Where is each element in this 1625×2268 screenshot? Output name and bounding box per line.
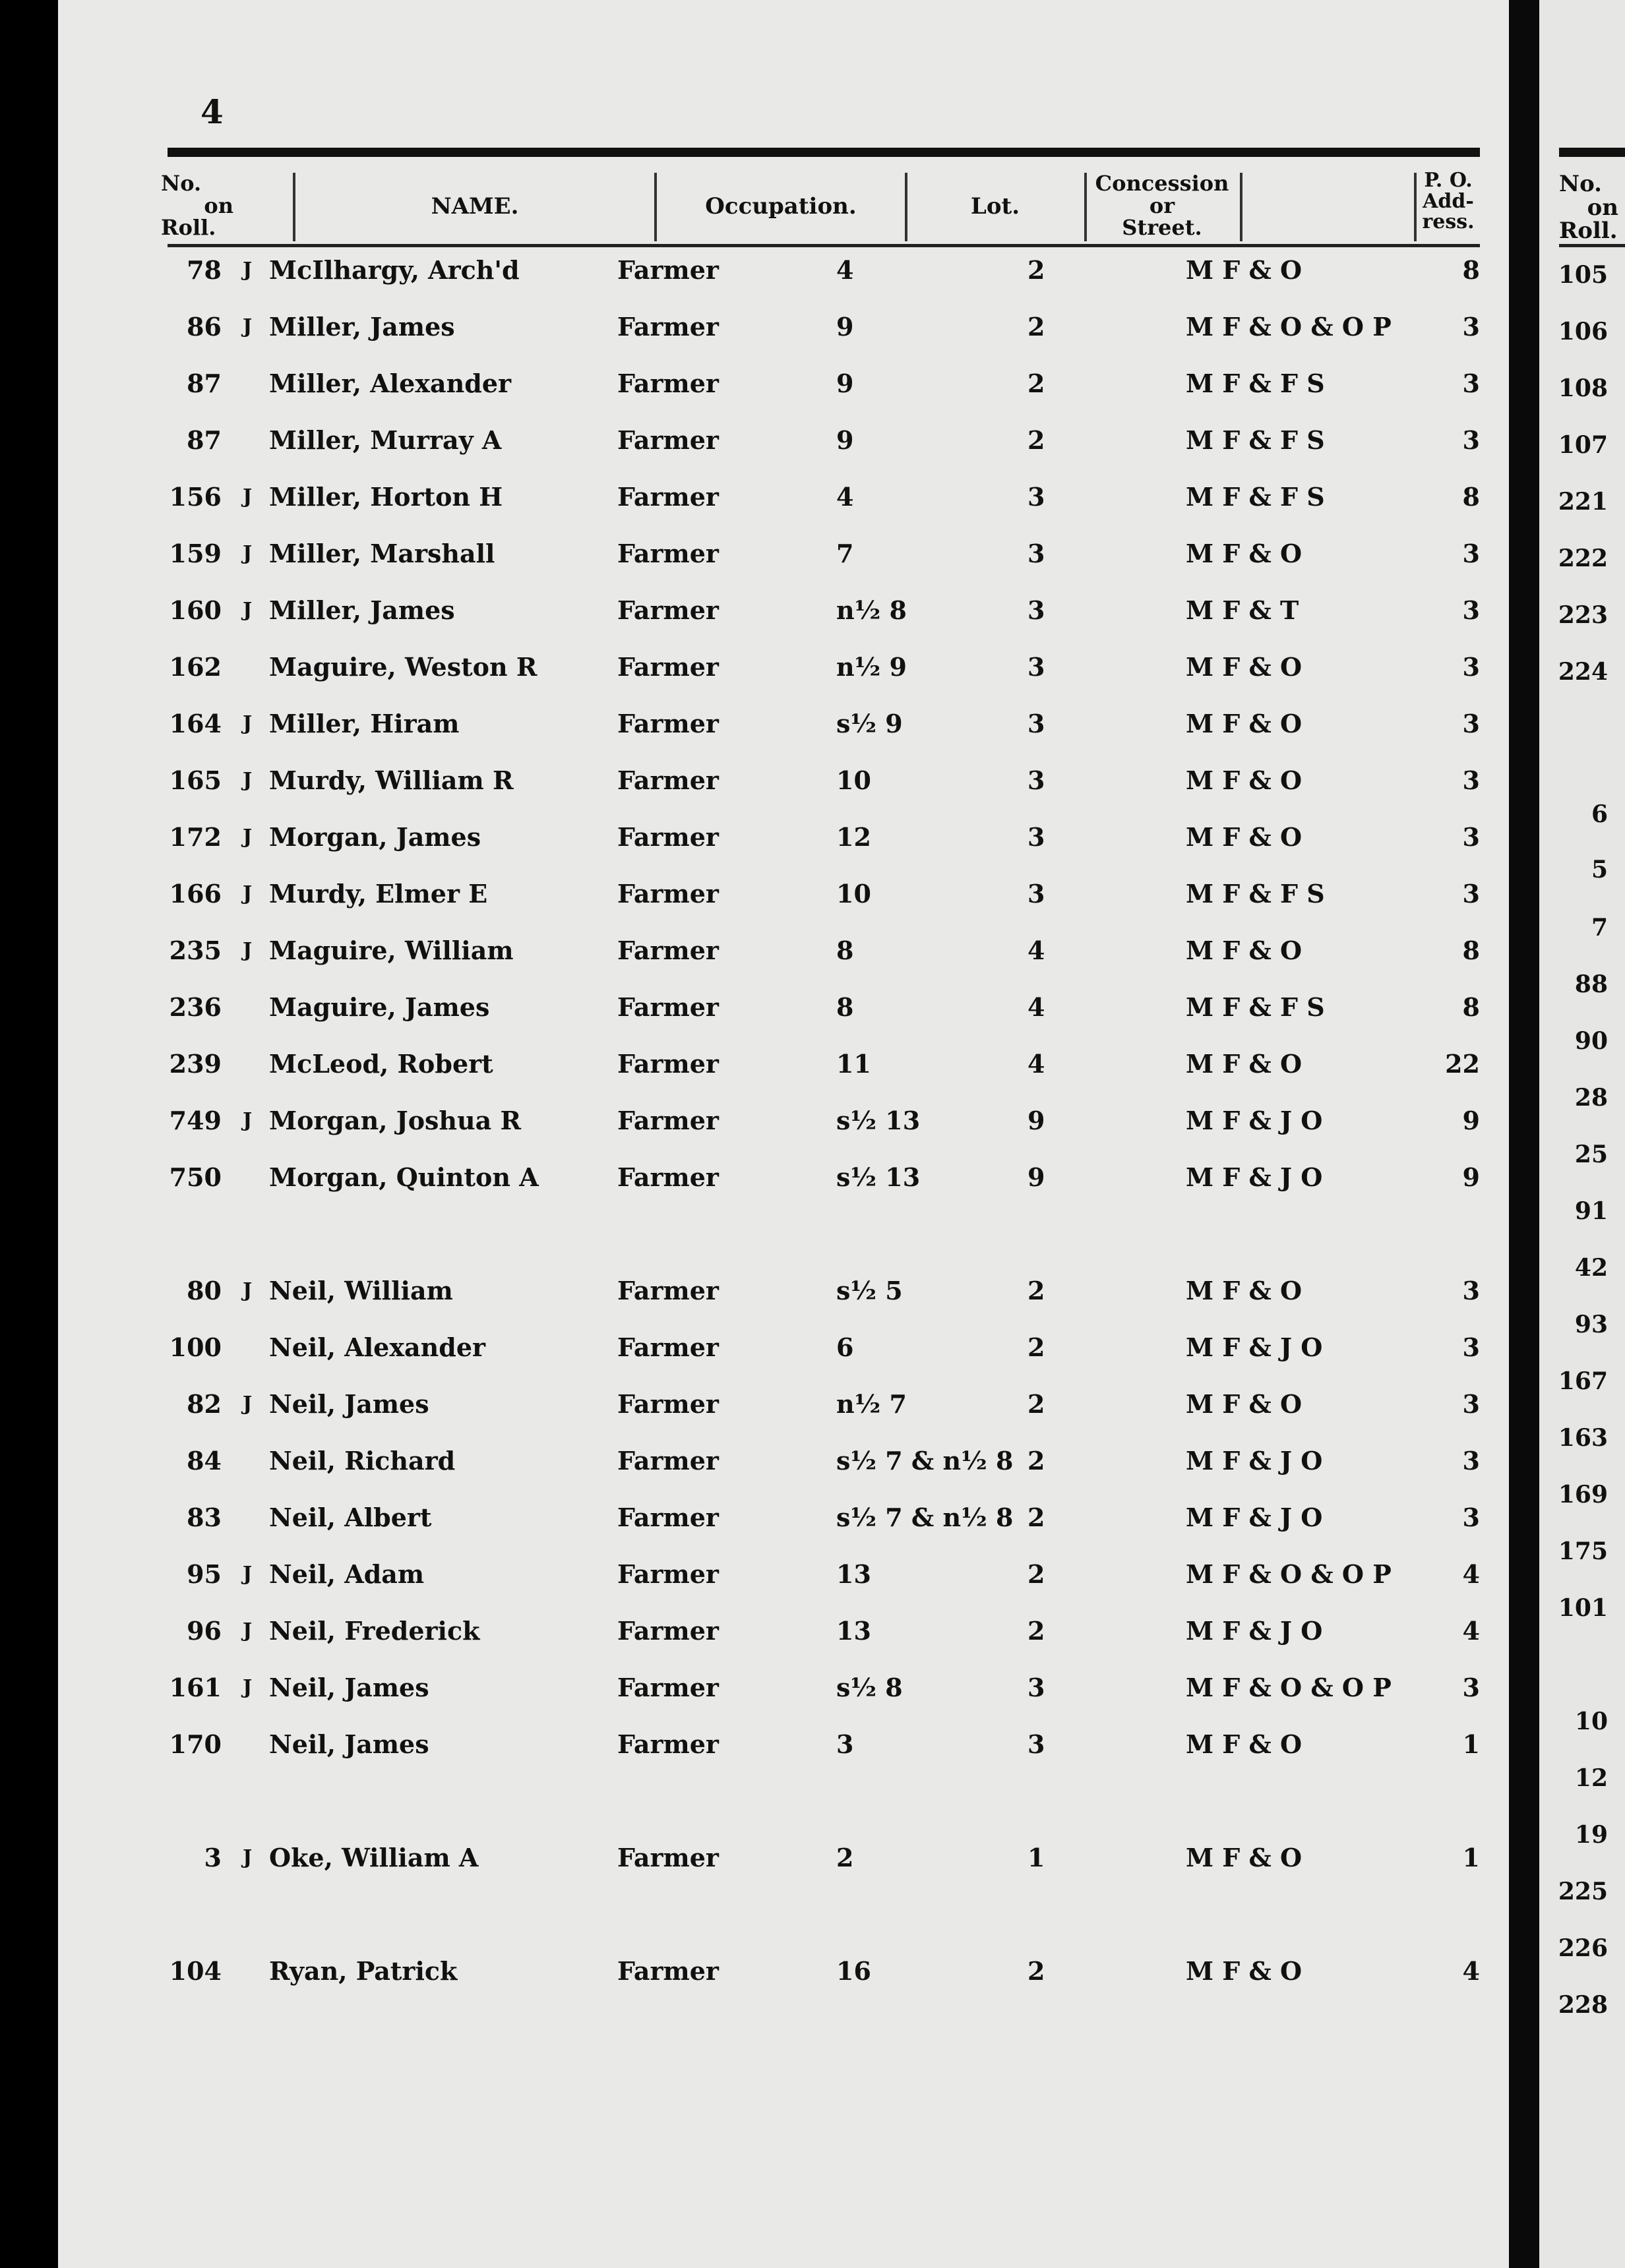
- concession-number: 3: [1027, 1729, 1045, 1759]
- facing-roll-number: 222: [1558, 545, 1608, 572]
- occupation: Farmer: [617, 1956, 719, 1986]
- table-row: [58, 931, 1509, 970]
- street-code: M F & O: [1186, 1729, 1303, 1759]
- lot-number: s½ 8: [836, 1673, 903, 1702]
- table-row: [58, 1328, 1509, 1367]
- juror-mark: J: [243, 939, 253, 962]
- header-name: NAME.: [431, 193, 519, 220]
- lot-number: s½ 7 & n½ 8: [836, 1503, 1014, 1532]
- resident-name: Neil, Adam: [269, 1559, 425, 1589]
- po-address: 3: [1462, 539, 1480, 568]
- roll-number: 749: [169, 1106, 222, 1135]
- occupation: Farmer: [617, 1729, 719, 1759]
- lot-number: n½ 7: [836, 1389, 907, 1419]
- roll-number: 236: [169, 992, 222, 1022]
- facing-roll-number: 108: [1558, 374, 1608, 402]
- concession-number: 9: [1027, 1162, 1045, 1192]
- facing-roll-number: 12: [1574, 1764, 1608, 1792]
- roll-number: 84: [187, 1446, 222, 1476]
- facing-header-bottom-rule: [1559, 244, 1625, 247]
- roll-number: 80: [187, 1276, 222, 1305]
- roll-number: 86: [187, 312, 222, 342]
- lot-number: 10: [836, 765, 871, 795]
- facing-header-no-on-roll: No. on Roll.: [1559, 171, 1618, 245]
- po-address: 4: [1462, 1956, 1480, 1986]
- occupation: Farmer: [617, 595, 719, 625]
- concession-number: 2: [1027, 255, 1045, 285]
- lot-number: 4: [836, 482, 854, 512]
- table-row: [58, 1101, 1509, 1141]
- roll-number: 156: [169, 482, 222, 512]
- po-address: 8: [1462, 482, 1480, 512]
- resident-name: Murdy, Elmer E: [269, 879, 488, 909]
- roll-number: 100: [169, 1332, 222, 1362]
- concession-number: 3: [1027, 1673, 1045, 1702]
- roll-number: 83: [187, 1503, 222, 1532]
- resident-name: Oke, William A: [269, 1843, 479, 1872]
- roll-number: 235: [169, 936, 222, 965]
- street-code: M F & J O: [1186, 1503, 1323, 1532]
- roll-number: 87: [187, 369, 222, 398]
- facing-roll-number: 6: [1591, 800, 1608, 828]
- roll-number: 161: [169, 1673, 222, 1702]
- table-row: [58, 874, 1509, 914]
- resident-name: Morgan, Joshua R: [269, 1106, 522, 1135]
- lot-number: s½ 13: [836, 1162, 921, 1192]
- roll-number: 160: [169, 595, 222, 625]
- po-address: 3: [1462, 312, 1480, 342]
- facing-roll-number: 167: [1558, 1367, 1608, 1395]
- street-code: M F & J O: [1186, 1616, 1323, 1646]
- juror-mark: J: [243, 882, 253, 905]
- resident-name: Neil, James: [269, 1673, 429, 1702]
- header-occupation: Occupation.: [705, 193, 857, 220]
- facing-roll-number: 10: [1574, 1708, 1608, 1735]
- table-row: [58, 591, 1509, 630]
- street-code: M F & F S: [1186, 369, 1325, 398]
- lot-number: s½ 7 & n½ 8: [836, 1446, 1014, 1476]
- roll-number: 95: [187, 1559, 222, 1589]
- concession-number: 3: [1027, 822, 1045, 852]
- facing-roll-number: 19: [1574, 1821, 1608, 1849]
- resident-name: Miller, Alexander: [269, 369, 512, 398]
- po-address: 3: [1462, 1446, 1480, 1476]
- concession-number: 2: [1027, 1389, 1045, 1419]
- roll-number: 159: [169, 539, 222, 568]
- concession-number: 2: [1027, 369, 1045, 398]
- occupation: Farmer: [617, 1559, 719, 1589]
- street-code: M F & O & O P: [1186, 1559, 1392, 1589]
- occupation: Farmer: [617, 652, 719, 682]
- street-code: M F & O: [1186, 1276, 1303, 1305]
- po-address: 9: [1462, 1162, 1480, 1192]
- lot-number: 2: [836, 1843, 854, 1872]
- resident-name: Ryan, Patrick: [269, 1956, 458, 1986]
- juror-mark: J: [243, 542, 253, 565]
- concession-number: 9: [1027, 1106, 1045, 1135]
- table-row: [58, 1952, 1509, 1991]
- resident-name: Neil, Richard: [269, 1446, 456, 1476]
- resident-name: Neil, Frederick: [269, 1616, 480, 1646]
- po-address: 4: [1462, 1559, 1480, 1589]
- juror-mark: J: [243, 315, 253, 338]
- street-code: M F & O: [1186, 1049, 1303, 1079]
- roll-number: 170: [169, 1729, 222, 1759]
- po-address: 1: [1462, 1843, 1480, 1872]
- table-row: [58, 1838, 1509, 1878]
- concession-number: 3: [1027, 879, 1045, 909]
- facing-header-top-rule: [1559, 148, 1625, 157]
- resident-name: Miller, Hiram: [269, 709, 460, 738]
- facing-roll-number: 226: [1558, 1934, 1608, 1962]
- po-address: 9: [1462, 1106, 1480, 1135]
- lot-number: 13: [836, 1616, 871, 1646]
- po-address: 3: [1462, 822, 1480, 852]
- juror-mark: J: [243, 1619, 253, 1642]
- occupation: Farmer: [617, 1276, 719, 1305]
- header-po-address: P. O. Add- ress.: [1422, 169, 1475, 233]
- facing-roll-number: 223: [1558, 601, 1608, 629]
- po-address: 3: [1462, 1673, 1480, 1702]
- lot-number: 6: [836, 1332, 854, 1362]
- roll-number: 87: [187, 425, 222, 455]
- facing-roll-number: 90: [1574, 1027, 1608, 1055]
- occupation: Farmer: [617, 312, 719, 342]
- roll-number: 166: [169, 879, 222, 909]
- street-code: M F & O: [1186, 709, 1303, 738]
- resident-name: Maguire, Weston R: [269, 652, 537, 682]
- table-row: [58, 421, 1509, 460]
- table-row: [58, 1158, 1509, 1197]
- roll-number: 3: [204, 1843, 222, 1872]
- occupation: Farmer: [617, 425, 719, 455]
- juror-mark: J: [243, 1676, 253, 1699]
- concession-number: 2: [1027, 1332, 1045, 1362]
- po-address: 22: [1445, 1049, 1480, 1079]
- table-row: [58, 1725, 1509, 1764]
- facing-roll-number: 175: [1558, 1537, 1608, 1565]
- resident-name: Maguire, William: [269, 936, 514, 965]
- facing-roll-number: 225: [1558, 1878, 1608, 1905]
- occupation: Farmer: [617, 992, 719, 1022]
- facing-roll-number: 163: [1558, 1424, 1608, 1452]
- table-row: [58, 1668, 1509, 1708]
- concession-number: 2: [1027, 1559, 1045, 1589]
- register-page: [58, 0, 1509, 2268]
- street-code: M F & O: [1186, 765, 1303, 795]
- street-code: M F & J O: [1186, 1106, 1323, 1135]
- lot-number: 8: [836, 936, 854, 965]
- street-code: M F & O & O P: [1186, 1673, 1392, 1702]
- facing-roll-number: 5: [1591, 856, 1608, 883]
- concession-number: 4: [1027, 936, 1045, 965]
- resident-name: McIlhargy, Arch'd: [269, 255, 520, 285]
- occupation: Farmer: [617, 1843, 719, 1872]
- table-row: [58, 647, 1509, 687]
- street-code: M F & O: [1186, 1843, 1303, 1872]
- street-code: M F & J O: [1186, 1446, 1323, 1476]
- po-address: 3: [1462, 1332, 1480, 1362]
- roll-number: 96: [187, 1616, 222, 1646]
- concession-number: 2: [1027, 312, 1045, 342]
- table-row: [58, 761, 1509, 800]
- roll-number: 165: [169, 765, 222, 795]
- occupation: Farmer: [617, 709, 719, 738]
- lot-number: 9: [836, 425, 854, 455]
- facing-roll-number: 101: [1558, 1594, 1608, 1622]
- street-code: M F & O: [1186, 652, 1303, 682]
- lot-number: 3: [836, 1729, 854, 1759]
- facing-roll-number: 7: [1591, 914, 1608, 941]
- street-code: M F & O: [1186, 539, 1303, 568]
- po-address: 3: [1462, 425, 1480, 455]
- juror-mark: J: [243, 712, 253, 735]
- roll-number: 78: [187, 255, 222, 285]
- occupation: Farmer: [617, 1673, 719, 1702]
- roll-number: 172: [169, 822, 222, 852]
- table-row: [58, 1555, 1509, 1594]
- facing-roll-number: 88: [1574, 970, 1608, 998]
- resident-name: Miller, James: [269, 595, 455, 625]
- table-row: [58, 1044, 1509, 1084]
- lot-number: 11: [836, 1049, 871, 1079]
- roll-number: 104: [169, 1956, 222, 1986]
- lot-number: 16: [836, 1956, 871, 1986]
- juror-mark: J: [243, 1392, 253, 1416]
- table-row: [58, 1611, 1509, 1651]
- street-code: M F & O: [1186, 1389, 1303, 1419]
- lot-number: n½ 9: [836, 652, 907, 682]
- street-code: M F & F S: [1186, 992, 1325, 1022]
- po-address: 1: [1462, 1729, 1480, 1759]
- juror-mark: J: [243, 769, 253, 792]
- concession-number: 2: [1027, 1276, 1045, 1305]
- occupation: Farmer: [617, 1616, 719, 1646]
- po-address: 4: [1462, 1616, 1480, 1646]
- facing-page-strip: [1539, 0, 1625, 2268]
- facing-roll-number: 224: [1558, 658, 1608, 686]
- street-code: M F & J O: [1186, 1332, 1323, 1362]
- resident-name: Neil, Alexander: [269, 1332, 486, 1362]
- table-row: [58, 364, 1509, 403]
- concession-number: 2: [1027, 1956, 1045, 1986]
- lot-number: 9: [836, 369, 854, 398]
- table-row: [58, 988, 1509, 1027]
- occupation: Farmer: [617, 1049, 719, 1079]
- po-address: 8: [1462, 255, 1480, 285]
- street-code: M F & T: [1186, 595, 1299, 625]
- po-address: 3: [1462, 652, 1480, 682]
- resident-name: Neil, James: [269, 1389, 429, 1419]
- page-number: 4: [200, 92, 224, 131]
- juror-mark: J: [243, 1563, 253, 1586]
- concession-number: 3: [1027, 595, 1045, 625]
- resident-name: Miller, Murray A: [269, 425, 502, 455]
- lot-number: 10: [836, 879, 871, 909]
- juror-mark: J: [243, 599, 253, 622]
- facing-roll-number: 169: [1558, 1481, 1608, 1508]
- lot-number: 13: [836, 1559, 871, 1589]
- header-lot: Lot.: [970, 193, 1020, 220]
- register-rows: [58, 0, 1509, 2268]
- roll-number: 162: [169, 652, 222, 682]
- roll-number: 750: [169, 1162, 222, 1192]
- resident-name: Neil, Albert: [269, 1503, 432, 1532]
- concession-number: 1: [1027, 1843, 1045, 1872]
- concession-number: 2: [1027, 1503, 1045, 1532]
- table-row: [58, 307, 1509, 347]
- table-row: [58, 251, 1509, 290]
- juror-mark: J: [243, 1279, 253, 1302]
- facing-roll-number: 25: [1574, 1141, 1608, 1168]
- occupation: Farmer: [617, 1446, 719, 1476]
- concession-number: 2: [1027, 1446, 1045, 1476]
- occupation: Farmer: [617, 539, 719, 568]
- roll-number: 239: [169, 1049, 222, 1079]
- table-row: [58, 1385, 1509, 1424]
- lot-number: 9: [836, 312, 854, 342]
- po-address: 3: [1462, 709, 1480, 738]
- concession-number: 4: [1027, 992, 1045, 1022]
- po-address: 3: [1462, 765, 1480, 795]
- facing-roll-number: 93: [1574, 1311, 1608, 1338]
- concession-number: 3: [1027, 652, 1045, 682]
- occupation: Farmer: [617, 822, 719, 852]
- table-row: [58, 1271, 1509, 1311]
- concession-number: 3: [1027, 482, 1045, 512]
- table-row: [58, 1498, 1509, 1537]
- po-address: 3: [1462, 1389, 1480, 1419]
- occupation: Farmer: [617, 1389, 719, 1419]
- po-address: 3: [1462, 1503, 1480, 1532]
- resident-name: Neil, William: [269, 1276, 453, 1305]
- facing-roll-number: 28: [1574, 1084, 1608, 1112]
- roll-number: 164: [169, 709, 222, 738]
- concession-number: 3: [1027, 709, 1045, 738]
- facing-roll-number: 228: [1558, 1991, 1608, 2019]
- occupation: Farmer: [617, 879, 719, 909]
- table-row: [58, 477, 1509, 517]
- header-no-on-roll: No. on Roll.: [161, 171, 233, 241]
- po-address: 8: [1462, 936, 1480, 965]
- roll-number: 82: [187, 1389, 222, 1419]
- street-code: M F & O: [1186, 1956, 1303, 1986]
- facing-roll-number: 107: [1558, 431, 1608, 459]
- facing-roll-number: 105: [1558, 261, 1608, 289]
- concession-number: 3: [1027, 539, 1045, 568]
- juror-mark: J: [243, 258, 253, 282]
- facing-roll-number: 42: [1574, 1254, 1608, 1282]
- po-address: 3: [1462, 1276, 1480, 1305]
- resident-name: Morgan, James: [269, 822, 481, 852]
- po-address: 8: [1462, 992, 1480, 1022]
- occupation: Farmer: [617, 936, 719, 965]
- street-code: M F & J O: [1186, 1162, 1323, 1192]
- juror-mark: J: [243, 485, 253, 508]
- street-code: M F & F S: [1186, 879, 1325, 909]
- occupation: Farmer: [617, 765, 719, 795]
- resident-name: Morgan, Quinton A: [269, 1162, 539, 1192]
- resident-name: Miller, James: [269, 312, 455, 342]
- resident-name: Neil, James: [269, 1729, 429, 1759]
- concession-number: 3: [1027, 765, 1045, 795]
- juror-mark: J: [243, 825, 253, 849]
- lot-number: 4: [836, 255, 854, 285]
- lot-number: s½ 13: [836, 1106, 921, 1135]
- occupation: Farmer: [617, 1332, 719, 1362]
- concession-number: 4: [1027, 1049, 1045, 1079]
- facing-roll-number: 106: [1558, 318, 1608, 345]
- facing-roll-number: 91: [1574, 1197, 1608, 1225]
- lot-number: n½ 8: [836, 595, 907, 625]
- lot-number: s½ 5: [836, 1276, 903, 1305]
- occupation: Farmer: [617, 1503, 719, 1532]
- street-code: M F & O: [1186, 255, 1303, 285]
- occupation: Farmer: [617, 255, 719, 285]
- juror-mark: J: [243, 1846, 253, 1869]
- resident-name: Miller, Horton H: [269, 482, 503, 512]
- table-row: [58, 704, 1509, 744]
- resident-name: Maguire, James: [269, 992, 490, 1022]
- occupation: Farmer: [617, 369, 719, 398]
- po-address: 3: [1462, 369, 1480, 398]
- concession-number: 2: [1027, 1616, 1045, 1646]
- po-address: 3: [1462, 879, 1480, 909]
- resident-name: Miller, Marshall: [269, 539, 495, 568]
- lot-number: 8: [836, 992, 854, 1022]
- table-row: [58, 818, 1509, 857]
- juror-mark: J: [243, 1109, 253, 1132]
- lot-number: 12: [836, 822, 871, 852]
- lot-number: s½ 9: [836, 709, 903, 738]
- table-row: [58, 534, 1509, 574]
- street-code: M F & O: [1186, 936, 1303, 965]
- header-concession: Concession or Street.: [1095, 171, 1229, 241]
- occupation: Farmer: [617, 1162, 719, 1192]
- po-address: 3: [1462, 595, 1480, 625]
- facing-roll-number: 221: [1558, 488, 1608, 516]
- page-gutter: [1509, 0, 1539, 2268]
- occupation: Farmer: [617, 482, 719, 512]
- street-code: M F & O: [1186, 822, 1303, 852]
- concession-number: 2: [1027, 425, 1045, 455]
- lot-number: 7: [836, 539, 854, 568]
- street-code: M F & F S: [1186, 482, 1325, 512]
- street-code: M F & F S: [1186, 425, 1325, 455]
- table-row: [58, 1441, 1509, 1481]
- street-code: M F & O & O P: [1186, 312, 1392, 342]
- resident-name: McLeod, Robert: [269, 1049, 493, 1079]
- resident-name: Murdy, William R: [269, 765, 514, 795]
- occupation: Farmer: [617, 1106, 719, 1135]
